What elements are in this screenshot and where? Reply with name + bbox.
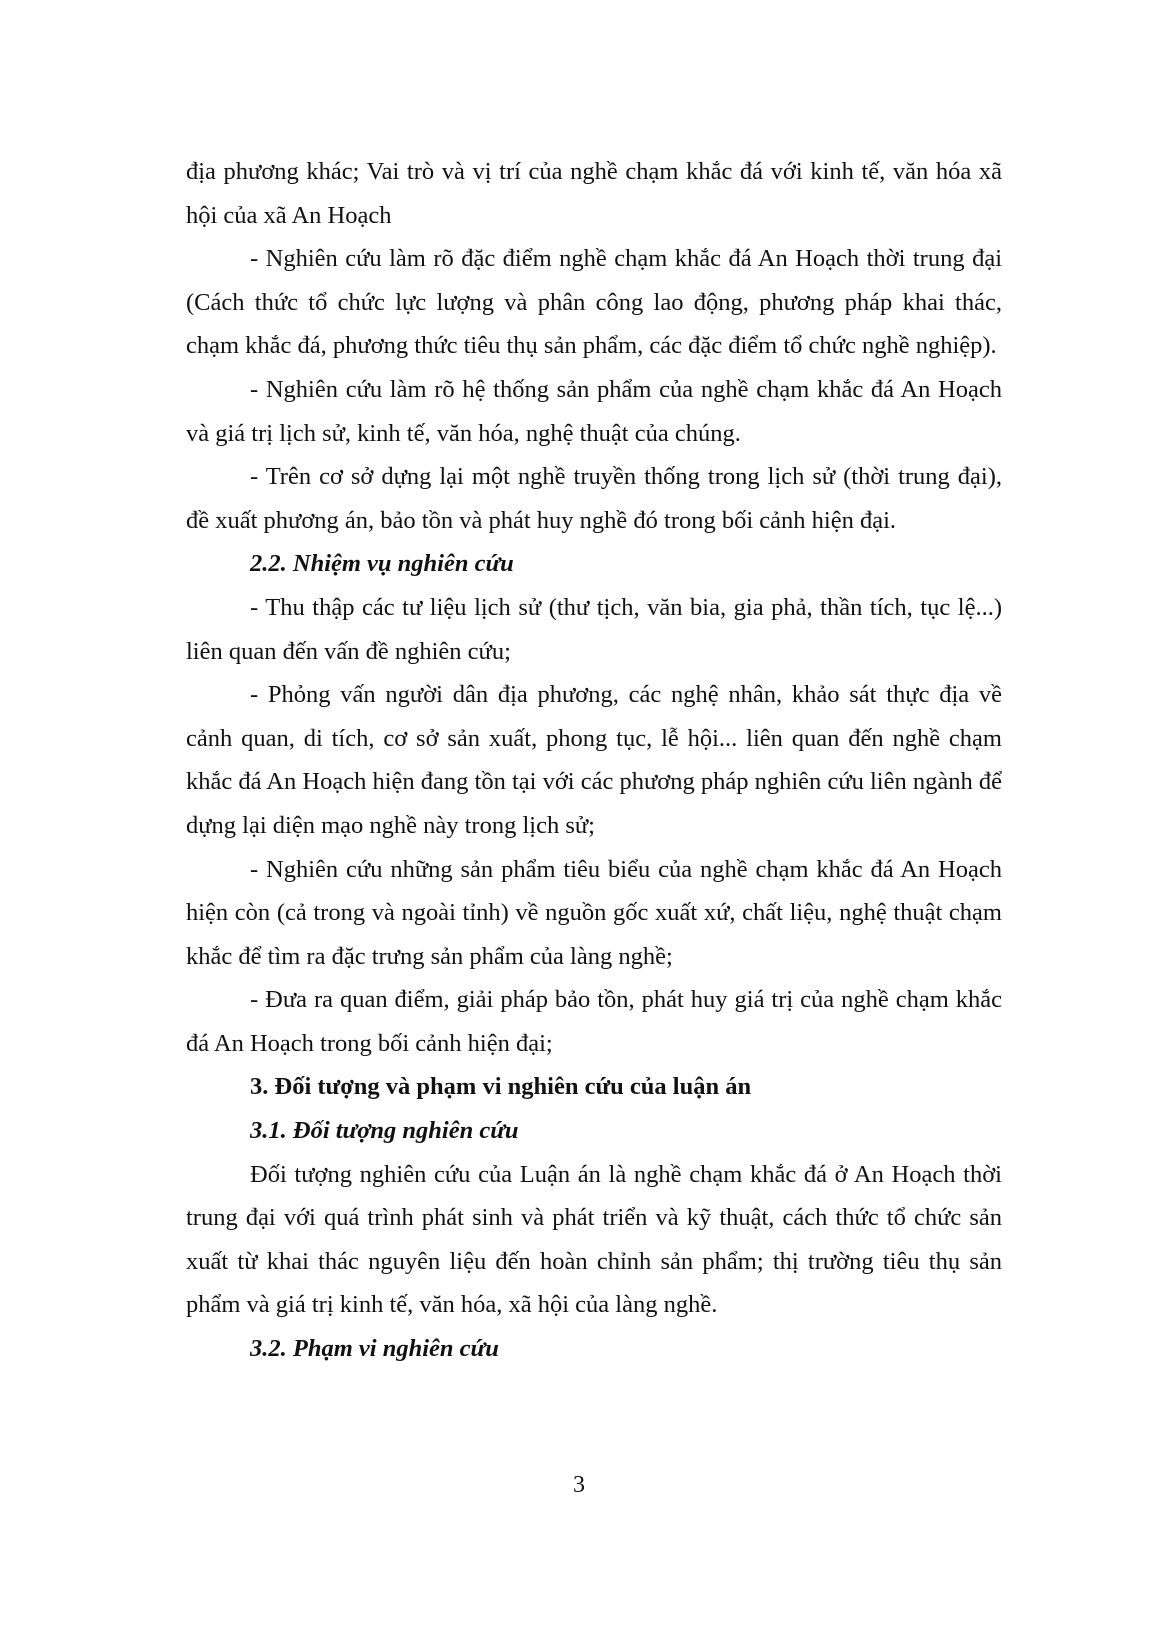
paragraph-task-solutions: - Đưa ra quan điểm, giải pháp bảo tồn, phát huy giá trị của nghề chạm khắc đá An Hoạch trong bối cảnh hiện đại; — [186, 986, 1002, 1057]
paragraph-research-products: - Nghiên cứu làm rõ hệ thống sản phẩm của nghề chạm khắc đá An Hoạch và giá trị lịch sử, kinh tế, văn hóa, nghệ thuật của chúng. — [186, 375, 1002, 447]
paragraph-research-preservation: - Trên cơ sở dựng lại một nghề truyền thống trong lịch sử (thời trung đại), đề xuất phương án, bảo tồn và phát huy nghề đó trong bối cảnh hiện đại. — [186, 463, 1002, 534]
paragraph-research-features: - Nghiên cứu làm rõ đặc điểm nghề chạm khắc đá An Hoạch thời trung đại (Cách thức tổ chức lực lượng và phân công lao động, phương pháp khai thác, chạm khắc đá, phương thức tiêu thụ sản phẩm, các đặc điểm tổ chức nghề nghiệp). — [186, 245, 1002, 360]
paragraph-task-products: - Nghiên cứu những sản phẩm tiêu biểu của nghề chạm khắc đá An Hoạch hiện còn (cả trong và ngoài tỉnh) về nguồn gốc xuất xứ, chất liệu, nghệ thuật chạm khắc để tìm ra đặc trưng sản phẩm của làng nghề; — [186, 855, 1002, 970]
paragraph-task-collect-sources: - Thu thập các tư liệu lịch sử (thư tịch, văn bia, gia phả, thần tích, tục lệ...) liên quan đến vấn đề nghiên cứu; — [186, 593, 1002, 665]
page-number: 3 — [573, 1472, 585, 1498]
paragraph-task-interviews: - Phỏng vấn người dân địa phương, các nghệ nhân, khảo sát thực địa về cảnh quan, di tích, cơ sở sản xuất, phong tục, lễ hội... liên quan đến nghề chạm khắc đá An Hoạch hiện đang tồn tại với các phương pháp nghiên cứu liên ngành để dựng lại diện mạo nghề này trong lịch sử; — [186, 681, 1002, 839]
paragraph-research-object: Đối tượng nghiên cứu của Luận án là nghề chạm khắc đá ở An Hoạch thời trung đại với quá trình phát sinh và phát triển và kỹ thuật, cách thức tổ chức sản xuất từ khai thác nguyên liệu đến hoàn chỉnh sản phẩm; thị trường tiêu thụ sản phẩm và giá trị kinh tế, văn hóa, xã hội của làng nghề. — [186, 1160, 1002, 1319]
heading-research-tasks: 2.2. Nhiệm vụ nghiên cứu — [250, 550, 514, 578]
heading-research-scope: 3.2. Phạm vi nghiên cứu — [250, 1335, 499, 1363]
heading-research-object: 3.1. Đối tượng nghiên cứu — [250, 1117, 519, 1145]
body-text — [186, 150, 1002, 1371]
heading-object-scope: 3. Đối tượng và phạm vi nghiên cứu của luận án — [250, 1073, 752, 1101]
paragraph-intro-continuation: địa phương khác; Vai trò và vị trí của nghề chạm khắc đá với kinh tế, văn hóa xã hội của xã An Hoạch — [186, 158, 1002, 229]
